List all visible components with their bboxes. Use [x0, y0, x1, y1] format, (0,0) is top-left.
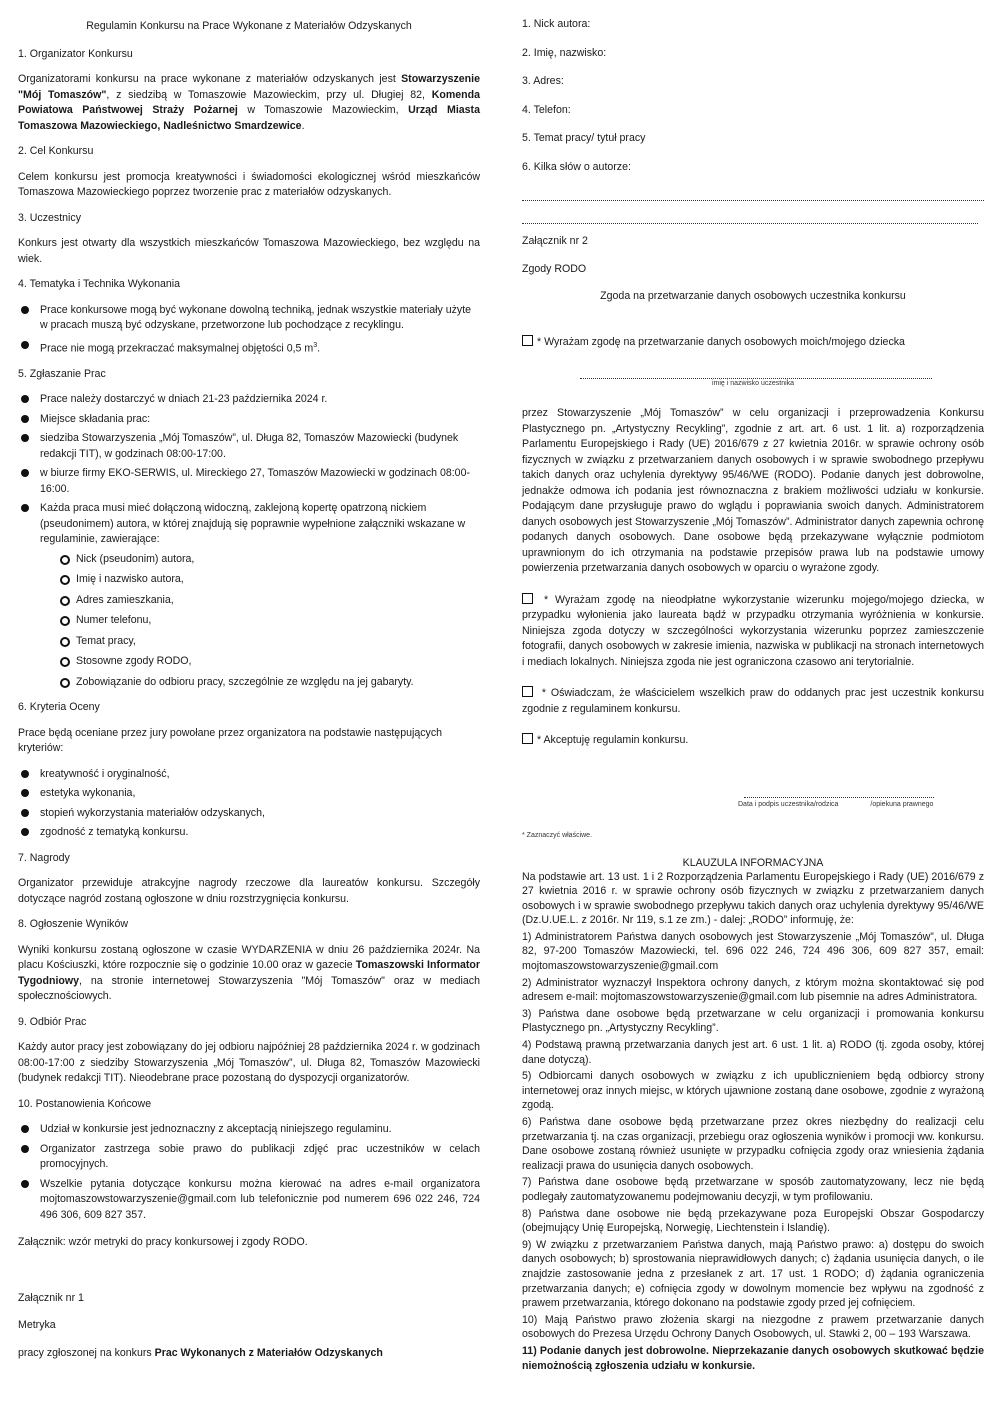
list-item: zgodność z tematyką konkursu. [18, 825, 480, 841]
section-8-heading: 8. Ogłoszenie Wyników [18, 918, 129, 931]
left-column [18, 0, 480, 1361]
section-6-intro: Prace będą oceniane przez jury powołane przez organizatora na podstawie następujących kryteriów: [18, 726, 443, 755]
klauzula-paragraph: 3) Państwa dane osobowe będą przetwarzane w celu organizacji i promowania konkursu Plastycznego pn. „Artystyczny Recykling”. [522, 1007, 984, 1035]
list-item: Każda praca musi mieć dołączoną widoczną, zaklejoną kopertę opatrzoną nickiem (pseudonimem) autora, w której znajdują się poprawnie wypełnione załączniki wskazane w regulaminie, zawierające: [18, 501, 480, 548]
klauzula-paragraph: 5) Odbiorcami danych osobowych w związku z ich upublicznieniem będą odbiorcy strony internetowej oraz innych miejsc, w których ujawnione zostaną dane osobowe, zgodnie z wyrażoną zgodą. [522, 1070, 984, 1112]
sublist-item: Imię i nazwisko autora, [60, 572, 480, 588]
name-dotted-line [580, 368, 932, 379]
consent-4: * Akceptuję regulamin konkursu. [522, 733, 984, 749]
list-item: Prace konkursowe mogą być wykonane dowolną techniką, jednak wszystkie materiały użyte w pracach muszą być odzyskane, przetworzone lub pochodzące z recyklingu. [18, 303, 480, 334]
sublist-item: Numer telefonu, [60, 613, 480, 629]
klauzula-paragraph: 2) Administrator wyznaczył Inspektora ochrony danych, z którym można skontaktować się pod adresem e-mail: mojtomaszowstowarzyszenie@gmail.com lub pisemnie na adres Administratora. [522, 976, 984, 1004]
consent-1-body: przez Stowarzyszenie „Mój Tomaszów” w celu organizacji i przeprowadzenia Konkursu Plastycznego pn. „Artystyczny Recykling”, zgodnie z art. art. 6 ust. 1 lit. a) rozporządzenia Parlamentu Europejskiego i Rady (UE) 2016/679 z 27 kwietnia 2016r. w sprawie ochrony osób fizycznych w związku z przetwarzaniem danych osobowych i w sprawie swobodnego przepływu takich danych oraz uchylenia dyrektywy 95/46/WE (RODO). Podanie danych jest dobrowolne, jednakże odmowa ich podania jest równoznaczna z brakiem możliwości udziału w konkursie. Podającym dane przysługuje prawo do wglądu i poprawiania swoich danych. Administratorem danych osobowych jest Stowarzyszenie „Mój Tomaszów”. Administrator danych zapewnia ochronę podanych danych osobowych. Dane osobowe będą przekazywane wyłącznie podmiotom uprawnionym do ich otrzymania na podstawie przepisów prawa lub na podstawie umowy powierzenia przetwarzania danych osobowych w oparciu o wyrażone zgody. [522, 407, 984, 574]
checkbox[interactable] [522, 335, 533, 346]
sublist-item: Temat pracy, [60, 634, 480, 650]
list-item: Miejsce składania prac: [18, 412, 480, 428]
list-item: Organizator zastrzega sobie prawo do publikacji zdjęć prac uczestników w celach promocyjnych. [18, 1142, 480, 1173]
list-item: siedziba Stowarzyszenia „Mój Tomaszów”, ul. Długa 82, Tomaszów Mazowiecki (budynek redakcji TIT), w godzinach 08:00-17:00. [18, 431, 480, 462]
klauzula-paragraph: 10) Mają Państwo prawo złożenia skargi na niezgodne z prawem przetwarzanie danych osobowych do Prezesa Urzędu Ochrony Danych Osobowych, ul. Stawki 2, 00 – 193 Warszawa. [522, 1313, 984, 1341]
attachment-1-text: pracy zgłoszonej na konkurs Prac Wykonanych z Materiałów Odzyskanych [18, 1346, 383, 1359]
list-item: kreatywność i oryginalność, [18, 767, 480, 783]
section-6-heading: 6. Kryteria Oceny [18, 701, 100, 714]
klauzula-paragraph: 1) Administratorem Państwa danych osobowych jest Stowarzyszenie „Mój Tomaszów”, ul. Długa 82, 97-200 Tomaszów Mazowiecki, tel. 696 022 246, 724 496 306, 609 827 357, email: mojtomaszowstowarzyszenie@gmail.com [522, 930, 984, 973]
attachment-1-heading: Załącznik nr 1 [18, 1291, 84, 1304]
list-item: Prace nie mogą przekraczać maksymalnej objętości 0,5 $m^3$. [18, 338, 480, 357]
section-3-text: Konkurs jest otwarty dla wszystkich mieszkańców Tomaszowa Mazowieckiego, bez względu na wiek. [18, 237, 480, 265]
klauzula-body [522, 870, 984, 1374]
sublist-item: Adres zamieszkania, [60, 593, 480, 609]
klauzula-title: KLAUZULA INFORMACYJNA [682, 856, 824, 869]
footnote: * Zaznaczyć właściwe. [522, 831, 593, 839]
section-5-sublist [60, 552, 480, 691]
section-5-heading: 5. Zgłaszanie Prac [18, 367, 106, 380]
metryka-field: 4. Telefon: [522, 103, 571, 116]
section-2-text: Celem konkursu jest promocja kreatywności i świadomości ekologicznej wśród mieszkańców Tomaszowa Mazowieckiego poprzez tworzenie prac z materiałów odzyskanych. [18, 170, 480, 198]
section-4-list [18, 303, 480, 357]
dotted-line [522, 211, 978, 224]
section-10-list [18, 1122, 480, 1223]
attachment-2-heading: Załącznik nr 2 [522, 235, 588, 247]
checkbox[interactable] [522, 733, 533, 744]
right-column [522, 0, 984, 1375]
consent-1: * Wyrażam zgodę na przetwarzanie danych osobowych moich/mojego dziecka [522, 335, 984, 351]
metryka-field: 3. Adres: [522, 75, 564, 87]
klauzula-paragraph: 7) Państwa dane osobowe będą przetwarzane w sposób zautomatyzowany, lecz nie będą podlegały zautomatyzowanemu podejmowaniu decyzji, w tym profilowaniu. [522, 1176, 984, 1203]
sublist-item: Nick (pseudonim) autora, [60, 552, 480, 568]
rodo-consent-title: Zgoda na przetwarzanie danych osobowych uczestnika konkursu [600, 290, 906, 302]
metryka-field: 6. Kilka słów o autorze: [522, 160, 631, 173]
section-1-heading: 1. Organizator Konkursu [18, 47, 133, 60]
metryka-fields [522, 17, 984, 175]
list-item: Prace należy dostarczyć w dniach 21-23 października 2024 r. [18, 392, 480, 408]
klauzula-paragraph: 6) Państwa dane osobowe będą przetwarzane przez okres niezbędny do realizacji celu przetwarzania tj. na czas organizacji, przebiegu oraz ogłoszenia wyników i promocji ww. konkursu. Dane osobowe zostaną również usunięte w przypadku cofnięcia zgody oraz wniesienia żądania realizacji prawa do usunięcia danych osobowych. [522, 1116, 984, 1172]
list-item: Udział w konkursie jest jednoznaczny z akceptacją niniejszego regulaminu. [18, 1122, 480, 1138]
metryka-field: 5. Temat pracy/ tytuł pracy [522, 132, 646, 144]
checkbox[interactable] [522, 593, 533, 604]
signature-caption: Data i podpis uczestnika/rodzica /opiekuna prawnego [738, 800, 934, 808]
klauzula-paragraph: 9) W związku z przetwarzaniem Państwa danych, mają Państwo prawo: a) dostępu do swoich danych osobowych; b) sprostowania nieprawidłowych danych; c) żądania usunięcia danych, o ile znajdzie zastosowanie jedna z przesłanek z art. 17 ust. 1 RODO; d) żądania ograniczenia przetwarzania danych; e) cofnięcia zgody w dowolnym momencie bez wpływu na zgodność z prawem przetwarzania, którego dokonano na podstawie zgody przed jej cofnięciem. [522, 1238, 984, 1310]
metryka-field: 1. Nick autora: [522, 18, 591, 30]
name-caption: imię i nazwisko uczestnika [711, 380, 795, 387]
section-9-heading: 9. Odbiór Prac [18, 1015, 87, 1028]
document-title: Regulamin Konkursu na Prace Wykonane z Materiałów Odzyskanych [86, 20, 412, 32]
klauzula-final: 11) Podanie danych jest dobrowolne. Nieprzekazanie danych osobowych skutkować będzie niemożnością zgłoszenia udziału w konkursie. [522, 1344, 984, 1372]
signature-dotted-line [744, 787, 934, 798]
attachment-note: Załącznik: wzór metryki do pracy konkursowej i zgody RODO. [18, 1236, 308, 1249]
section-6-list [18, 767, 480, 841]
sublist-item: Zobowiązanie do odbioru pracy, szczególnie ze względu na jej gabaryty. [60, 675, 480, 691]
list-item: estetyka wykonania, [18, 786, 480, 802]
klauzula-paragraph: 8) Państwa dane osobowe nie będą przekazywane poza Europejski Obszar Gospodarczy (obejmujący Unię Europejską, Norwegię, Liechtenstein i Islandię). [522, 1207, 984, 1235]
consent-3: * Oświadczam, że właścicielem wszelkich praw do oddanych prac jest uczestnik konkursu zgodnie z regulaminem konkursu. [522, 687, 984, 715]
section-8-text: Wyniki konkursu zostaną ogłoszone w czasie WYDARZENIA w dniu 26 października 2024r. Na placu Kościuszki, które rozpocznie się o godzinie 10.00 oraz w gazecie Tomaszowski Informator Tygodniowy, na stronie internetowej Stowarzyszenia "Mój Tomaszów" oraz w mediach społecznościowych. [18, 943, 480, 1003]
section-2-heading: 2. Cel Konkursu [18, 145, 94, 157]
metryka-field: 2. Imię, nazwisko: [522, 46, 607, 59]
dotted-line [522, 188, 984, 201]
section-4-heading: 4. Tematyka i Technika Wykonania [18, 278, 181, 290]
section-3-heading: 3. Uczestnicy [18, 211, 81, 224]
checkbox[interactable] [522, 686, 533, 697]
klauzula-paragraph: Na podstawie art. 13 ust. 1 i 2 Rozporządzenia Parlamentu Europejskiego i Rady (UE) 2016/679 z 27 kwietnia 2016 r. w sprawie ochrony osób fizycznych w związku z przetwarzaniem danych osobowych i w sprawie swobodnego przepływu takich danych oraz uchylenia dyrektywy 95/46/WE (Dz.U.UE.L. z 2016r. Nr 119, s.1 ze zm.) - dalej: „RODO” informuję, że: [522, 870, 984, 927]
section-7-text: Organizator przewiduje atrakcyjne nagrody rzeczowe dla laureatów konkursu. Szczegóły dotyczące nagród zostaną ogłoszone w dniu rozstrzygnięcia konkursu. [18, 877, 480, 905]
consent-2: * Wyrażam zgodę na nieodpłatne wykorzystanie wizerunku mojego/mojego dziecka, w przypadku wyłonienia jako laureata bądź w przypadku otrzymania wyróżnienia w konkursie. Niniejsza zgoda dotyczy w szczególności wykorzystania wizerunku poprzez zamieszczenie fotografii, danych osobowych w zakresie imienia, nazwiska w publikacji na stronach internetowych i mediach lokalnych. Niniejsza zgoda nie jest ograniczona czasowo ani terytorialnie. [522, 593, 984, 668]
section-5-list [18, 392, 480, 548]
attachment-1-subtitle: Metryka [18, 1319, 56, 1332]
section-9-text: Każdy autor pracy jest zobowiązany do jej odbioru najpóźniej 28 października 2024 r. w godzinach 08:00-17:00 z siedziby Stowarzyszenia „Mój Tomaszów”, ul. Długa 82, Tomaszów Mazowiecki (budynek redakcji TIT). Nieodebrane prace pozostaną do dyspozycji organizatorów. [18, 1041, 480, 1085]
list-item: w biurze firmy EKO-SERWIS, ul. Mireckiego 27, Tomaszów Mazowiecki w godzinach 08:00-16:00. [18, 466, 480, 497]
attachment-2-subtitle: Zgody RODO [522, 262, 587, 275]
list-item: stopień wykorzystania materiałów odzyskanych, [18, 806, 480, 822]
section-10-heading: 10. Postanowienia Końcowe [18, 1097, 152, 1110]
section-7-heading: 7. Nagrody [18, 851, 70, 864]
sublist-item: Stosowne zgody RODO, [60, 654, 480, 670]
klauzula-paragraph: 4) Podstawą prawną przetwarzania danych jest art. 6 ust. 1 lit. a) RODO (tj. zgoda osoby, której dane dotyczą). [522, 1039, 984, 1066]
section-1-text: Organizatorami konkursu na prace wykonane z materiałów odzyskanych jest Stowarzyszenie "Mój Tomaszów", z siedzibą w Tomaszowie Mazowieckim, przy ul. Długiej 82, Komenda Powiatowa Państwowej Straży Pożarnej w Tomaszowie Mazowieckim, Urząd Miasta Tomaszowa Mazowieckiego, Nadleśnictwo Smardzewice. [18, 73, 480, 132]
list-item: Wszelkie pytania dotyczące konkursu można kierować na adres e-mail organizatora mojtomaszowstowarzyszenie@gmail.com lub telefonicznie pod numerem 696 022 246, 724 496 306, 609 827 357. [18, 1177, 480, 1224]
